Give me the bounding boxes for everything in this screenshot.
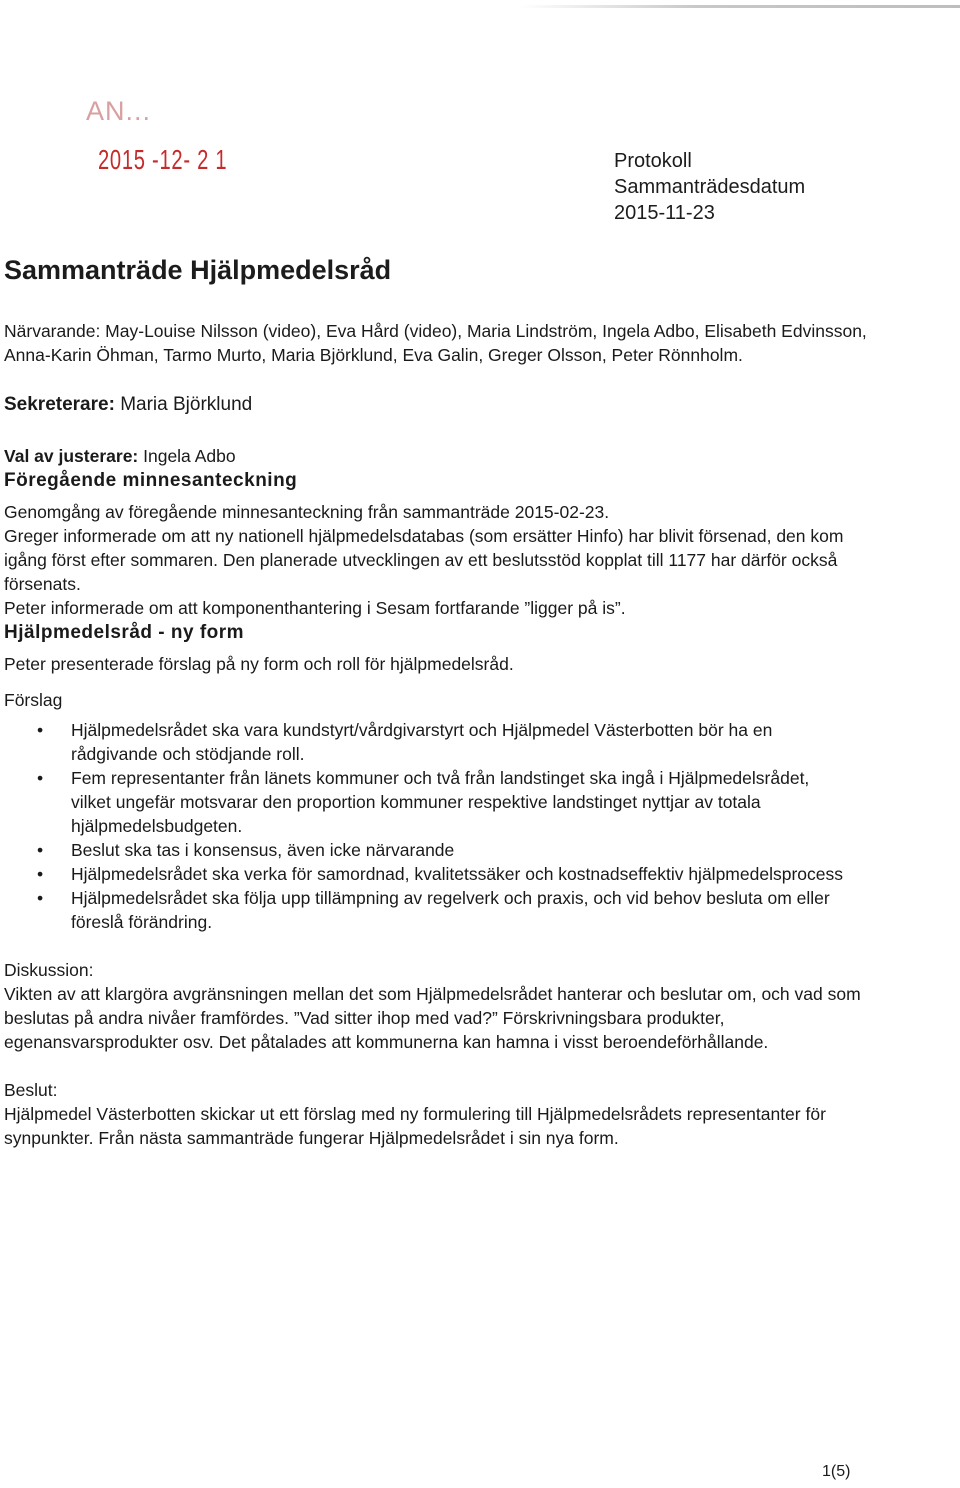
- scan-edge-line: [520, 5, 960, 8]
- proposals-label: Förslag: [4, 690, 63, 710]
- bullet-icon: •: [37, 720, 44, 740]
- adjuster-name: Ingela Adbo: [138, 446, 236, 466]
- secretary-label: Sekreterare:: [4, 394, 115, 415]
- previous-notes-body: [4, 500, 884, 620]
- previous-notes-line: Genomgång av föregående minnesanteckning från sammanträde 2015-02-23.: [4, 502, 610, 522]
- list-item: [4, 838, 851, 862]
- discussion-label: Diskussion:: [4, 960, 94, 980]
- list-item: [4, 766, 851, 838]
- document-body: [4, 250, 884, 1150]
- received-stamp: [86, 96, 236, 186]
- previous-notes-line: Peter informerade om att komponenthantering i Sesam fortfarande ”ligger på is”.: [4, 598, 626, 618]
- proposal-text: Beslut ska tas i konsensus, även icke närvarande: [71, 840, 455, 860]
- attendees-list: May-Louise Nilsson (video), Eva Hård (video), Maria Lindström, Ingela Adbo, Elisabeth Edvinsson, Anna-Karin Öhman, Tarmo Murto, Maria Björklund, Eva Galin, Greger Olsson, Peter Rönnholm.: [4, 321, 867, 365]
- decision-text: Hjälpmedel Västerbotten skickar ut ett förslag med ny formulering till Hjälpmedelsrådets representanter för synpunkter. Från nästa sammanträde fungerar Hjälpmedelsrådet i sin nya form.: [4, 1104, 826, 1148]
- doc-type: Protokoll: [614, 150, 692, 172]
- bullet-icon: •: [37, 840, 44, 860]
- proposal-text: Fem representanter från länets kommuner och två från landstinget ska ingå i Hjälpmedelsrådet, vilket ungefär motsvarar den proportion kommuner respektive landstinget nyttjar av totala hjälpmedelsbudgeten.: [71, 768, 810, 836]
- list-item: [4, 886, 851, 934]
- date-value: 2015-11-23: [614, 202, 715, 224]
- date-label: Sammanträdesdatum: [614, 176, 806, 198]
- proposal-text: Hjälpmedelsrådet ska verka för samordnad, kvalitetssäker och kostnadseffektiv hjälpmedelsprocess: [71, 864, 843, 884]
- document-header: [614, 148, 805, 226]
- list-item: [4, 718, 851, 766]
- previous-notes-line: Greger informerade om att ny nationell hjälpmedelsdatabas (som ersätter Hinfo) har blivit försenad, den kom igång först efter sommaren. Den planerade utvecklingen av ett beslutsstöd kopplat till 1177 har därför också försenats.: [4, 526, 844, 594]
- proposal-text: Hjälpmedelsrådet ska vara kundstyrt/vårdgivarstyrt och Hjälpmedel Västerbotten bör ha en rådgivande och stödjande roll.: [71, 720, 773, 764]
- attendees-label: Närvarande:: [4, 321, 101, 341]
- secretary-name: Maria Björklund: [114, 394, 253, 415]
- page-number: 1(5): [822, 1463, 851, 1480]
- attendees: [4, 319, 884, 367]
- page-title: Sammanträde Hjälpmedelsråd: [4, 255, 392, 285]
- proposal-text: Hjälpmedelsrådet ska följa upp tillämpning av regelverk och praxis, och vid behov besluta om eller föreslå förändring.: [71, 888, 830, 932]
- proposals-list: [4, 718, 884, 934]
- list-item: [4, 862, 851, 886]
- stamp-faded-text: AN...: [86, 96, 152, 126]
- bullet-icon: •: [37, 888, 44, 908]
- discussion-text: Vikten av att klargöra avgränsningen mellan det som Hjälpmedelsrådet hanterar och beslutar om, och vad som beslutas på andra nivåer framfördes. ”Vad sitter ihop med vad?” Förskrivningsbara produkter, egenansvarsprodukter osv. Det påtalades att kommunerna kan hamna i visst beroendeförhållande.: [4, 984, 861, 1052]
- section-heading-new-form: Hjälpmedelsråd - ny form: [4, 622, 245, 643]
- adjuster-label: Val av justerare:: [4, 446, 139, 466]
- new-form-intro: Peter presenterade förslag på ny form och roll för hjälpmedelsråd.: [4, 654, 514, 674]
- secretary: [4, 393, 884, 417]
- stamp-date: 2015 -12- 2 1: [98, 144, 228, 175]
- adjuster: [4, 444, 884, 468]
- section-heading-previous-notes: Föregående minnesanteckning: [4, 470, 298, 491]
- bullet-icon: •: [37, 864, 44, 884]
- bullet-icon: •: [37, 768, 44, 788]
- decision-label: Beslut:: [4, 1080, 58, 1100]
